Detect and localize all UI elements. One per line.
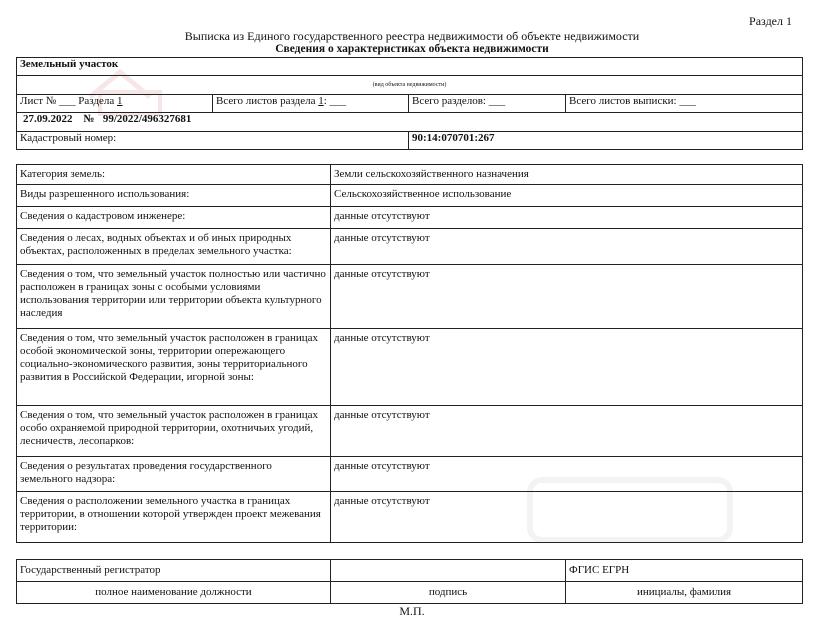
row-value: данные отсутствуют [331, 492, 803, 543]
section-label: Раздел 1 [749, 14, 792, 28]
registrar-position: Государственный регистратор [17, 560, 331, 582]
row-label: Сведения о лесах, водных объектах и об иных природных объектах, расположенных в пределах земельного участка: [17, 229, 331, 265]
table-row [17, 492, 803, 543]
table-row [17, 229, 803, 265]
row-label: Сведения о том, что земельный участок расположен в границах особой экономической зоны, территории опережающего социально-экономического развития, зоны территориального развития в Российской Федерации, игорной зоны: [17, 329, 331, 406]
table-row [17, 406, 803, 457]
table-row [17, 265, 803, 329]
date-number-cell [17, 113, 803, 132]
table-row [17, 185, 803, 207]
table-row [17, 457, 803, 492]
row-value: данные отсутствуют [331, 207, 803, 229]
total-sections: Всего разделов: ___ [409, 95, 566, 113]
position-caption: полное наименование должности [17, 582, 331, 604]
sheet-number: Лист № ___ [20, 95, 76, 107]
cadastral-label: Кадастровый номер: [17, 132, 409, 150]
signature-field [331, 560, 566, 582]
section-prefix: Раздела [78, 95, 115, 107]
total-sheets-prefix: Всего листов раздела [216, 95, 316, 107]
table-row [17, 165, 803, 185]
signature-caption: подпись [331, 582, 566, 604]
row-label: Сведения о результатах проведения государственного земельного надзора: [17, 457, 331, 492]
document-title: Выписка из Единого государственного реестра недвижимости об объекте недвижимости [184, 29, 640, 43]
row-value: Сельскохозяйственное использование [331, 185, 803, 207]
row-value: данные отсутствуют [331, 457, 803, 492]
row-value: данные отсутствуют [331, 265, 803, 329]
cadastral-value: 90:14:070701:267 [409, 132, 803, 150]
object-header-table [16, 57, 803, 150]
row-label: Категория земель: [17, 165, 331, 185]
characteristics-table [16, 164, 803, 543]
row-label: Виды разрешенного использования: [17, 185, 331, 207]
extract-number: 99/2022/496327681 [102, 113, 192, 125]
stamp-label: М.П. [399, 604, 425, 618]
total-extract-sheets: Всего листов выписки: ___ [566, 95, 803, 113]
total-sheets-cell [213, 95, 409, 113]
row-value: данные отсутствуют [331, 406, 803, 457]
table-row [17, 207, 803, 229]
section-number: 1 [117, 95, 123, 107]
row-value: данные отсутствуют [331, 229, 803, 265]
row-label: Сведения о том, что земельный участок полностью или частично расположен в границах зоны с особыми условиями использования территории или территории объекта культурного наследия [17, 265, 331, 329]
name-caption: инициалы, фамилия [566, 582, 803, 604]
total-sheets-number: 1 [318, 95, 324, 107]
row-label: Сведения о том, что земельный участок расположен в границах особо охраняемой природной территории, охотничьих угодий, лесничеств, лесопарков: [17, 406, 331, 457]
extract-date: 27.09.2022 [23, 113, 73, 125]
number-label: № [83, 113, 95, 125]
signature-table [16, 559, 803, 604]
document-subtitle: Сведения о характеристиках объекта недвижимости [275, 43, 549, 55]
row-label: Сведения о кадастровом инженере: [17, 207, 331, 229]
sheet-section-cell [17, 95, 213, 113]
registrar-name: ФГИС ЕГРН [566, 560, 803, 582]
total-sheets-suffix: : ___ [323, 95, 347, 107]
table-row [17, 329, 803, 406]
object-type: Земельный участок [17, 58, 803, 76]
object-type-caption: (вид объекта недвижимости) [17, 76, 803, 95]
row-value: данные отсутствуют [331, 329, 803, 406]
row-value: Земли сельскохозяйственного назначения [331, 165, 803, 185]
row-label: Сведения о расположении земельного участка в границах территории, в отношении которой утвержден проект межевания территории: [17, 492, 331, 543]
